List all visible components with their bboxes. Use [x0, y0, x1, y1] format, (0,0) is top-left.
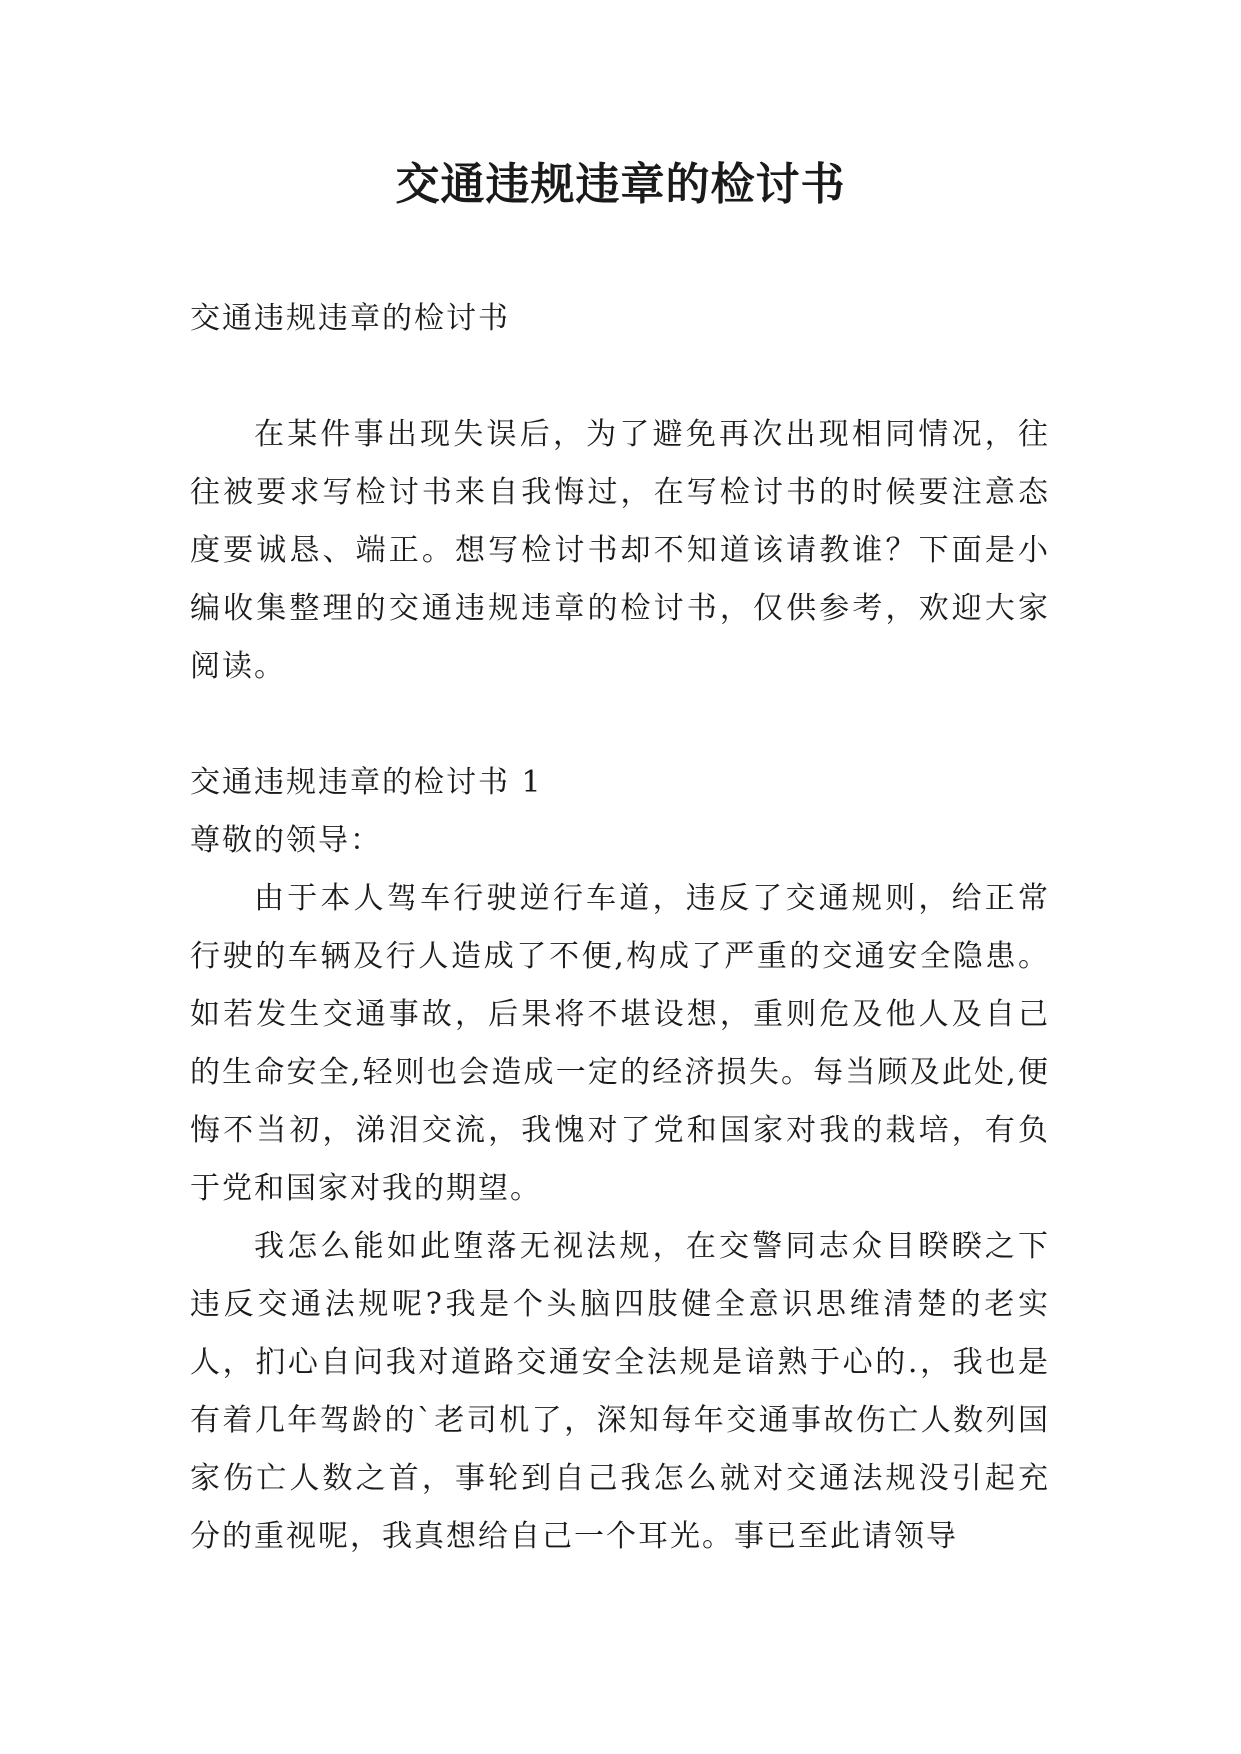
body-paragraph-2: 我怎么能如此堕落无视法规，在交警同志众目睽睽之下违反交通法规呢?我是个头脑四肢健全意识思维清楚的老实人，扪心自问我对道路交通安全法规是谙熟于心的.，我也是有着几年驾龄的`老司机了，深知每年交通事故伤亡人数列国家伤亡人数之首，事轮到自己我怎么就对交通法规没引起充分的重视呢，我真想给自己一个耳光。事已至此请领导: [190, 1229, 1050, 1554]
spacer: [190, 696, 1050, 754]
intro-paragraph: 在某件事出现失误后，为了避免再次出现相同情况，往往被要求写检讨书来自我悔过，在写检讨书的时候要注意态度要诚恳、端正。想写检讨书却不知道该请教谁？下面是小编收集整理的交通违规违章的检讨书，仅供参考，欢迎大家阅读。: [190, 417, 1050, 684]
section-heading: 交通违规违章的检讨书 1: [190, 765, 543, 800]
spacer: [190, 348, 1050, 406]
document-subtitle: 交通违规违章的检讨书: [190, 301, 510, 336]
body-paragraph-1: 由于本人驾车行驶逆行车道，违反了交通规则，给正常行驶的车辆及行人造成了不便,构成了严重的交通安全隐患。如若发生交通事故，后果将不堪设想，重则危及他人及自己的生命安全,轻则也会造成一定的经济损失。每当顾及此处,便悔不当初，涕泪交流，我愧对了党和国家对我的栽培，有负于党和国家对我的期望。: [190, 881, 1050, 1206]
salutation: 尊敬的领导：: [190, 823, 382, 858]
document-title: 交通违规违章的检讨书: [395, 159, 846, 210]
document-body: [190, 290, 1050, 1566]
